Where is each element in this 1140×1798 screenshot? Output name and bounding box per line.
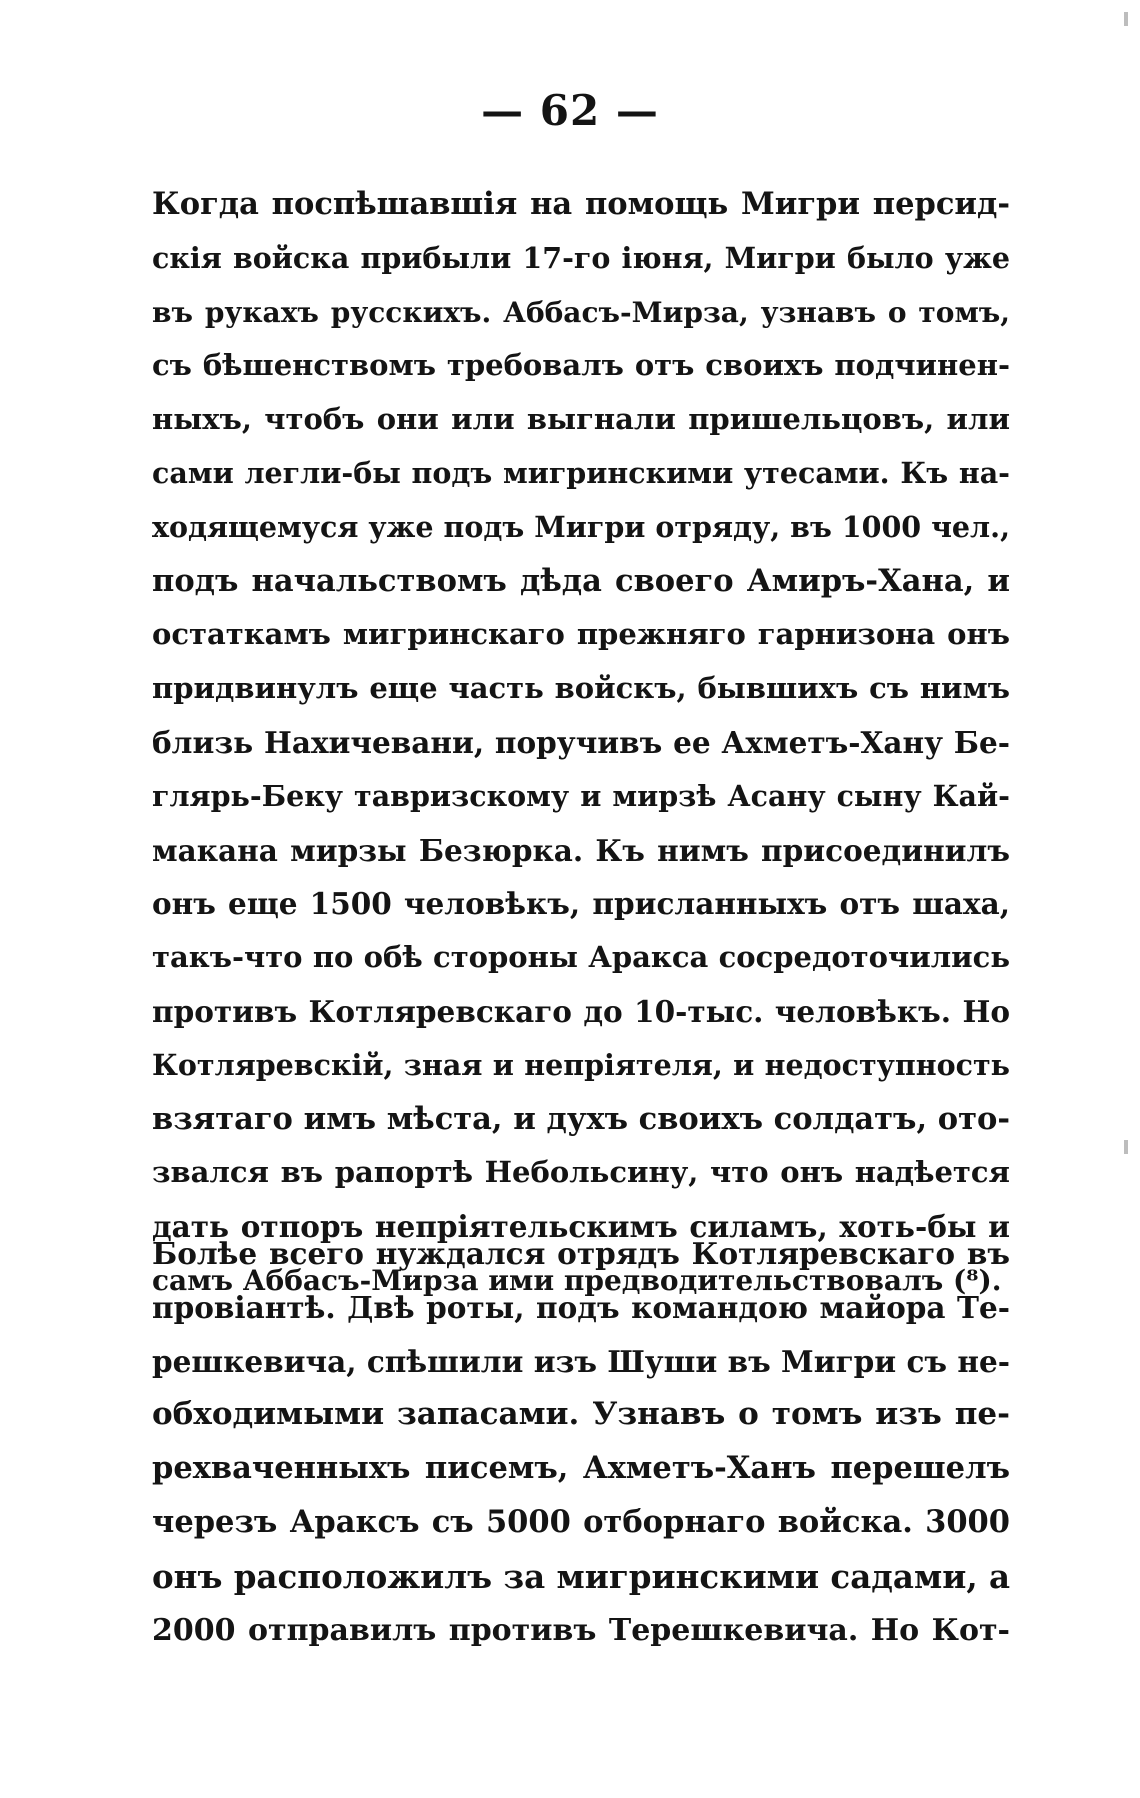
text-line: въ рукахъ русскихъ. Аббасъ-Мирза, узнавъ о томъ, bbox=[152, 295, 1010, 329]
text-line: Котляревскій, зная и непріятеля, и недоступность bbox=[152, 1047, 1010, 1082]
text-line: самъ Аббасъ-Мирза ими предводительствовалъ (⁸). bbox=[152, 1263, 1002, 1297]
text-line: онъ еще 1500 человѣкъ, присланныхъ отъ шаха, bbox=[152, 886, 1010, 922]
text-line: остаткамъ мигринскаго прежняго гарнизона онъ bbox=[152, 617, 1010, 652]
text-line: черезъ Араксъ съ 5000 отборнаго войска. 3000 bbox=[152, 1503, 1010, 1540]
text-line: обходимыми запасами. Узнавъ о томъ изъ пе- bbox=[152, 1396, 1010, 1433]
text-line: Когда поспѣшавшія на помощь Мигри персид- bbox=[152, 186, 1010, 222]
text-line: макана мирзы Безюрка. Къ нимъ присоединилъ bbox=[152, 832, 1010, 868]
text-line: звался въ рапортѣ Небольсину, что онъ надѣется bbox=[152, 1155, 1010, 1190]
text-line: съ бѣшенствомъ требовалъ отъ своихъ подчинен- bbox=[152, 348, 1010, 383]
text-line: решкевича, спѣшили изъ Шуши въ Мигри съ не- bbox=[152, 1343, 1010, 1379]
paragraph-1 bbox=[152, 178, 1010, 1308]
scan-mark bbox=[1124, 1140, 1128, 1154]
text-line: провіантѣ. Двѣ роты, подъ командою майора Те- bbox=[152, 1289, 1010, 1325]
text-line: взятаго имъ мѣста, и духъ своихъ солдатъ, ото- bbox=[152, 1100, 1010, 1137]
text-line: ныхъ, чтобъ они или выгнали пришельцовъ, или bbox=[152, 402, 1010, 437]
text-line: глярь-Беку тавризскому и мирзѣ Асану сыну Кай- bbox=[152, 778, 1010, 813]
page-number: — 62 — bbox=[481, 86, 659, 135]
text-line: противъ Котляревскаго до 10-тыс. человѣкъ. Но bbox=[152, 993, 1010, 1029]
text-line: скія войска прибыли 17-го іюня, Мигри было уже bbox=[152, 240, 1010, 275]
scan-mark bbox=[1124, 12, 1128, 26]
text-line: придвинулъ еще часть войскъ, бывшихъ съ нимъ bbox=[152, 671, 1010, 706]
text-line: такъ-что по обѣ стороны Аракса сосредоточились bbox=[152, 940, 1010, 975]
text-line: рехваченныхъ писемъ, Ахметъ-Ханъ перешелъ bbox=[152, 1450, 1010, 1487]
text-line: 2000 отправилъ противъ Терешкевича. Но Кот- bbox=[152, 1612, 1010, 1648]
text-line: дать отпоръ непріятельскимъ силамъ, хоть-бы и bbox=[152, 1209, 1010, 1245]
text-line: сами легли-бы подъ мигринскими утесами. Къ на- bbox=[152, 455, 1010, 490]
text-line: Болѣе всего нуждался отрядъ Котляревскаго въ bbox=[152, 1236, 1010, 1271]
text-line: подъ начальствомъ дѣда своего Амиръ-Хана, и bbox=[152, 562, 1010, 599]
text-line: ходящемуся уже подъ Мигри отряду, въ 1000 чел., bbox=[152, 509, 1010, 544]
text-line: близь Нахичевани, поручивъ ее Ахметъ-Хану Бе- bbox=[152, 724, 1010, 760]
text-line: онъ расположилъ за мигринскими садами, а bbox=[152, 1556, 1010, 1596]
paragraph-2 bbox=[152, 1227, 1010, 1657]
